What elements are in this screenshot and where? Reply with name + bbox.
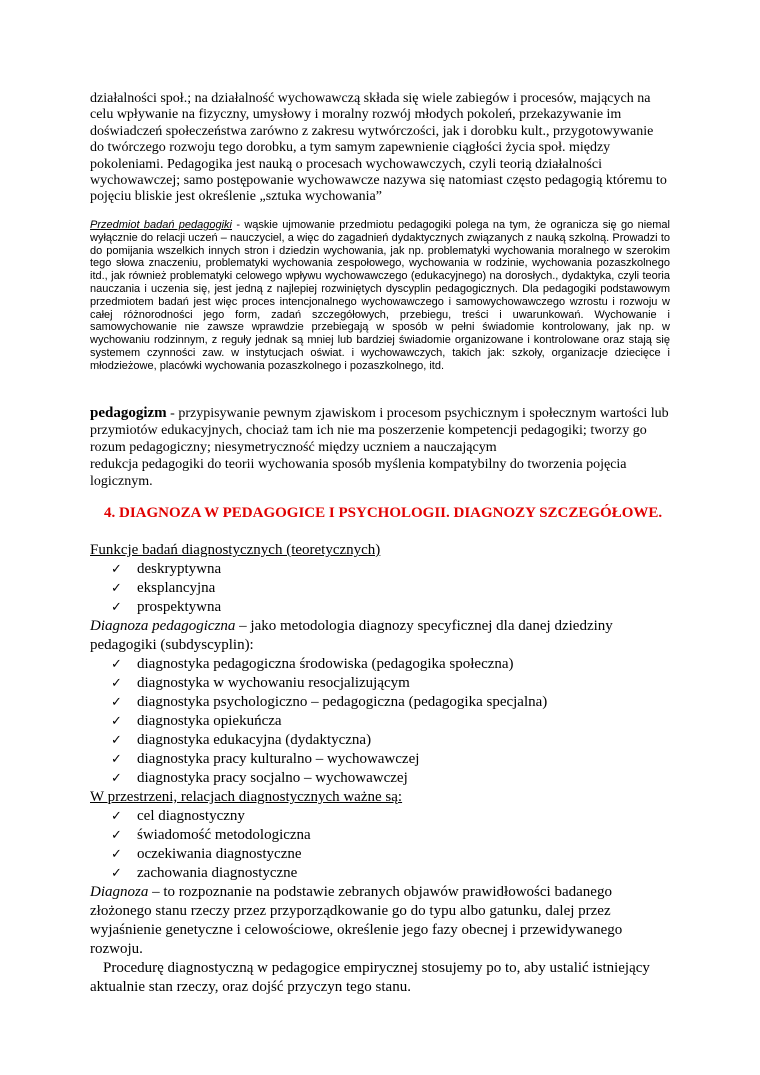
list-item: ✓ eksplancyjna — [111, 580, 216, 596]
przestrzen-list — [90, 807, 670, 883]
diagnoza-paragraph: Diagnoza – to rozpoznanie na podstawie zebranych objawów prawidłowości badanego złożonego stanu rzeczy przez przyporządkowanie go do typu albo gatunku, dalej przez wyjaśnienie genetyczne i celowościowe, określenie jego fazy obecnej i przewidywanego rozwoju. — [90, 884, 623, 957]
diagnostyka-list — [90, 655, 670, 788]
list-item: ✓ diagnostyka opiekuńcza — [111, 713, 282, 729]
list-item: ✓ diagnostyka pracy kulturalno – wychowawczej — [111, 751, 420, 767]
term-diagnoza: Diagnoza — [90, 884, 149, 900]
list-item: ✓ prospektywna — [111, 599, 222, 615]
list-item: ✓ deskryptywna — [111, 561, 222, 577]
checkmark-icon: ✓ — [111, 847, 122, 862]
diagnoza-pedagogiczna-paragraph: Diagnoza pedagogiczna – jako metodologia diagnozy specyficznej dla danej dziedziny pedagogiki (subdyscyplin): — [90, 618, 613, 653]
list-item: ✓ diagnostyka pedagogiczna środowiska (pedagogika społeczna) — [111, 656, 514, 672]
list-item: ✓ świadomość metodologiczna — [111, 827, 311, 843]
section-body — [90, 541, 670, 997]
checkmark-icon: ✓ — [111, 562, 122, 577]
list-item: ✓ zachowania diagnostyczne — [111, 865, 298, 881]
przestrzen-title: W przestrzeni, relacjach diagnostycznych ważne są: — [90, 789, 403, 805]
procedura-paragraph: Procedurę diagnostyczną w pedagogice empirycznej stosujemy po to, aby ustalić istniejący aktualnie stan rzeczy, oraz dojść przyczyn tego stanu. — [90, 960, 650, 995]
list-item: ✓ diagnostyka psychologiczno – pedagogiczna (pedagogika specjalna) — [111, 694, 548, 710]
term-pedagogizm: pedagogizm — [90, 405, 167, 421]
checkmark-icon: ✓ — [111, 581, 122, 596]
list-item: ✓ cel diagnostyczny — [111, 808, 245, 824]
list-item: ✓ oczekiwania diagnostyczne — [111, 846, 302, 862]
term-diagnoza-pedagogiczna: Diagnoza pedagogiczna — [90, 618, 236, 634]
paragraph-przedmiot-badan — [90, 219, 670, 373]
checkmark-icon: ✓ — [111, 733, 122, 748]
checkmark-icon: ✓ — [111, 600, 122, 615]
funkcje-list — [90, 560, 670, 617]
checkmark-icon: ✓ — [111, 866, 122, 881]
list-item: ✓ diagnostyka pracy socjalno – wychowawczej — [111, 770, 408, 786]
paragraph-line: redukcja pedagogiki do teorii wychowania sposób myślenia kompatybilny do tworzenia pojęcia logicznym. — [90, 457, 627, 489]
checkmark-icon: ✓ — [111, 828, 122, 843]
paragraph-text: działalności społ.; na działalność wychowawczą składa się wiele zabiegów i procesów, mających na celu wpływanie na fizyczny, umysłowy i moralny rozwój młodych pokoleń, przekazywanie im doświadczeń społeczeństwa zarówno z zakresu wytwórczości, jak i dorobku kult., przygotowywanie do twórczego rozwoju tego dorobku, a tym samym zapewnienie ciągłości życia społ. między pokoleniami. Pedagogika jest nauką o procesach wychowawczych, czyli teorią działalności wychowawczej; samo postępowanie wychowawcze nazywa się natomiast często pedagogią któremu to pojęciu bliskie jest określenie „sztuka wychowania” — [90, 91, 667, 205]
checkmark-icon: ✓ — [111, 695, 122, 710]
paragraph-pedagogizm — [90, 405, 670, 490]
funkcje-title: Funkcje badań diagnostycznych (teoretycznych) — [90, 542, 381, 558]
checkmark-icon: ✓ — [111, 809, 122, 824]
paragraph-pedagogika-definition — [90, 91, 670, 206]
checkmark-icon: ✓ — [111, 771, 122, 786]
paragraph-lead-term: Przedmiot badań pedagogiki — [90, 219, 232, 231]
paragraph-text: - wąskie ujmowanie przedmiotu pedagogiki polega na tym, że ogranicza się go niemal wyłącznie do relacji uczeń – nauczyciel, a więc do zagadnień dydaktycznych związanych z nauką szkolną. Prowadzi to do pomijania wszelkich innych stron i dziedzin wychowania, jak np. problematyki wychowania moralnego w szerokim tego słowa znaczeniu, problematyki wychowania zespołowego, wychowania w rodzinie, wychowania pozaszkolnego itd., jak również problematyki celowego wpływu wychowawczego (edukacyjnego) na dorosłych., dydaktyka, czyli teoria nauczania i uczenia się, jest jedną z najlepiej rozwiniętych dyscyplin pedagogicznych. Dla pedagogiki podstawowym przedmiotem badań jest więc proces intencjonalnego wychowawczego i samowychowawczego wzrostu i rozwoju w całej różnorodności jego form, zadań szczegółowych, przebiegu, treści i uwarunkowań. Wychowanie i samowychowanie nie zawsze wprawdzie przebiegają w sposób w pełni świadomie kontrolowany, jak np. w wychowaniu rodzinnym, z reguły jednak są mniej lub bardziej świadomie organizowane i kontrolowane oraz stają się systemem czynności zaw. w instytucjach oświat. i wychowawczych, takich jak: szkoły, organizacje dziecięce i młodzieżowe, placówki wychowania pozaszkolnego i pozaszkolnego, itd. — [90, 219, 670, 372]
list-item: ✓ diagnostyka w wychowaniu resocjalizującym — [111, 675, 410, 691]
checkmark-icon: ✓ — [111, 752, 122, 767]
checkmark-icon: ✓ — [111, 676, 122, 691]
checkmark-icon: ✓ — [111, 714, 122, 729]
list-item: ✓ diagnostyka edukacyjna (dydaktyczna) — [111, 732, 372, 748]
heading-text: 4. DIAGNOZA W PEDAGOGICE I PSYCHOLOGII. DIAGNOZY SZCZEGÓŁOWE. — [104, 505, 663, 521]
definition-text: - przypisywanie pewnym zjawiskom i procesom psychicznym i społecznym wartości lub przymiotów edukacyjnych, chociaż tam ich nie ma poszerzenie kompetencji pedagogiki; tworzy go rozum pedagogiczny; niesymetryczność między uczniem a nauczającym — [90, 406, 669, 455]
checkmark-icon: ✓ — [111, 657, 122, 672]
section-heading — [90, 505, 670, 522]
